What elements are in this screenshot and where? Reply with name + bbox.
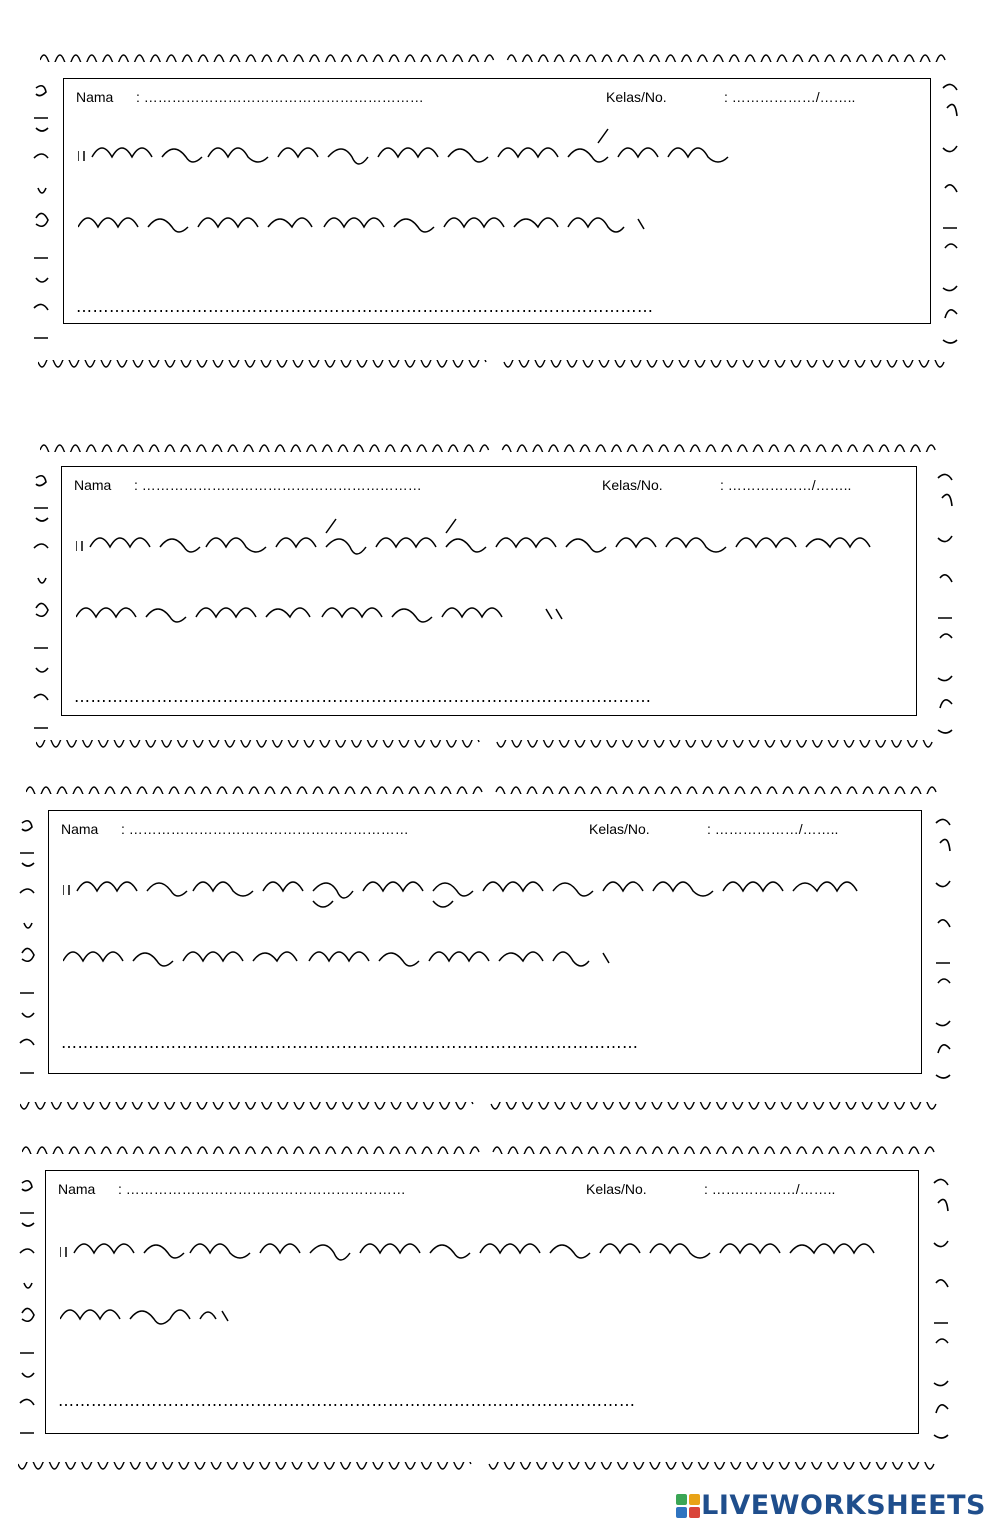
javanese-script-line xyxy=(76,517,906,573)
kelas-label: Kelas/No. xyxy=(589,821,650,837)
worksheet-card-3 xyxy=(0,780,1000,1120)
javanese-border-bottom xyxy=(38,360,953,374)
nama-label: Nama xyxy=(58,1181,96,1197)
nama-label: Nama xyxy=(74,477,112,493)
worksheet-card-2 xyxy=(0,438,1000,768)
javanese-border-right xyxy=(928,1168,956,1448)
nama-field[interactable]: : …………………………………………………… xyxy=(134,477,422,493)
javanese-script-line xyxy=(63,861,883,917)
kelas-field[interactable]: : ………………/…….. xyxy=(704,1181,836,1197)
nama-label: Nama xyxy=(61,821,99,837)
javanese-script-line xyxy=(78,127,758,183)
javanese-border-left xyxy=(14,808,42,1088)
answer-input[interactable]: …………………………………………………………………………………………… xyxy=(74,687,652,706)
kelas-field[interactable]: : ………………/…….. xyxy=(720,477,852,493)
kelas-label: Kelas/No. xyxy=(606,89,667,105)
nama-field[interactable]: : …………………………………………………… xyxy=(121,821,409,837)
worksheet-card-4 xyxy=(0,1140,1000,1480)
javanese-border-right xyxy=(937,78,965,348)
nama-label: Nama xyxy=(76,89,114,105)
nama-field[interactable]: : …………………………………………………… xyxy=(118,1181,406,1197)
nama-field[interactable]: : …………………………………………………… xyxy=(136,89,424,105)
javanese-border-bottom xyxy=(18,1462,943,1476)
kelas-label: Kelas/No. xyxy=(586,1181,647,1197)
question-box xyxy=(63,78,931,324)
answer-input[interactable]: …………………………………………………………………………………………… xyxy=(76,297,654,316)
javanese-border-top xyxy=(40,48,955,62)
javanese-script-line xyxy=(60,1223,900,1279)
javanese-border-left xyxy=(14,1168,42,1448)
liveworksheets-logo-text: LIVEWORKSHEETS xyxy=(701,1490,986,1521)
question-box xyxy=(48,810,922,1074)
kelas-field[interactable]: : ………………/…….. xyxy=(707,821,839,837)
javanese-border-top xyxy=(40,438,945,452)
javanese-border-bottom xyxy=(20,1102,945,1116)
javanese-border-right xyxy=(932,468,960,738)
javanese-border-top xyxy=(22,1140,944,1154)
kelas-label: Kelas/No. xyxy=(602,477,663,493)
javanese-border-bottom xyxy=(36,740,941,754)
liveworksheets-logo[interactable] xyxy=(675,1490,986,1521)
liveworksheets-logo-icon xyxy=(675,1493,701,1519)
answer-input[interactable]: …………………………………………………………………………………………… xyxy=(61,1033,639,1052)
javanese-border-top xyxy=(26,780,946,794)
javanese-border-right xyxy=(930,808,958,1088)
worksheet-card-1 xyxy=(0,48,1000,378)
javanese-script-line xyxy=(63,931,623,987)
question-box xyxy=(45,1170,919,1434)
javanese-border-left xyxy=(28,468,56,738)
javanese-script-line xyxy=(60,1289,240,1345)
answer-input[interactable]: …………………………………………………………………………………………… xyxy=(58,1391,636,1410)
javanese-script-line xyxy=(76,587,576,643)
kelas-field[interactable]: : ………………/…….. xyxy=(724,89,856,105)
javanese-script-line xyxy=(78,197,658,253)
javanese-border-left xyxy=(28,78,56,348)
question-box xyxy=(61,466,917,716)
